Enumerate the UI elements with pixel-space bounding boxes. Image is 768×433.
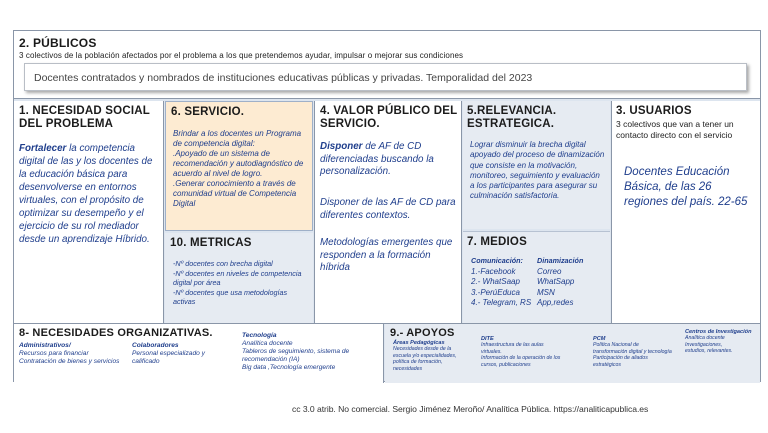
metricas-line: -Nº docentes con brecha digital bbox=[173, 259, 273, 268]
dite-line: Infraestructura de las aulas bbox=[481, 342, 544, 349]
metricas-line: -Nº docentes que usa metodologías activas bbox=[173, 287, 288, 306]
servicio-title: 6. SERVICIO. bbox=[171, 106, 245, 118]
medios-item: 2.- WhatSaap bbox=[471, 277, 520, 286]
pcm-line: transformación digital y tecnología bbox=[593, 348, 672, 355]
valor-paragraph-2: Disponer de las AF de CD para diferentes contextos. bbox=[320, 197, 456, 221]
medios-item: MSN bbox=[537, 287, 555, 297]
medios-section bbox=[463, 231, 610, 323]
areas-line: política de formación, bbox=[393, 359, 443, 366]
publicos-content: Docentes contratados y nombrados de instituciones educativas públicas y privadas. Temporalidad del 2023 bbox=[34, 72, 533, 84]
tec-line: recomendación (IA) bbox=[242, 356, 300, 363]
necesidades-organizativas-section bbox=[14, 324, 384, 383]
admin-line: Contratación de bienes y servicios bbox=[19, 358, 120, 365]
areas-pedagogicas-block bbox=[393, 340, 473, 372]
relevancia-body: Lograr disminuir la brecha digital apoyado del proceso de dinamización que consiste en la motivación, monitoreo, seguimiento y evaluación a los participantes para asegurar su culminación satisfactoria. bbox=[470, 140, 605, 201]
relevancia-medios-column bbox=[463, 101, 610, 323]
necesidad-social-section bbox=[14, 101, 164, 323]
medios-item: 3.-PerúEduca bbox=[471, 287, 520, 297]
dite-line: Información de la operación de los bbox=[481, 355, 561, 362]
valor-publico-section bbox=[314, 101, 462, 323]
canvas-frame bbox=[13, 30, 761, 382]
dite-line: cursos, publicaciones bbox=[481, 361, 531, 368]
valor-title: 4. VALOR PÚBLICO DEL SERVICIO. bbox=[320, 105, 458, 130]
medios-item: Correo bbox=[537, 266, 562, 276]
pcm-title: PCM bbox=[593, 336, 606, 342]
colab-line: calificado bbox=[132, 358, 160, 365]
license-footer: cc 3.0 atrib. No comercial. Sergio Jiménez Meroño/ Analítica Pública. https://analiticapublica.es bbox=[292, 404, 649, 414]
centros-line: Investigaciones, bbox=[685, 341, 723, 348]
tec-line: Tableros de seguimiento, sistema de bbox=[242, 348, 350, 355]
medios-item: WhatSapp bbox=[537, 277, 575, 286]
valor-paragraph-1 bbox=[320, 141, 458, 179]
pcm-block bbox=[593, 336, 693, 368]
areas-line: escuela y/o especialidades, bbox=[393, 352, 457, 359]
dite-block bbox=[481, 336, 581, 368]
colab-title: Colaboradores bbox=[132, 342, 179, 349]
admin-title: Administrativos/ bbox=[19, 342, 71, 349]
colaboradores-block bbox=[132, 342, 237, 366]
necesidad-text: la competencia digital de las y los docentes de la educación básica para desenvolverse en entornos virtuales, con el propósito de optimizar su desempeño y el ejercicio de su rol mediador desde un aprendizaje Híbrido. bbox=[19, 143, 153, 245]
metricas-title: 10. METRICAS bbox=[170, 237, 252, 249]
valor-p1-text: de AF de CD diferenciadas buscando la personalización. bbox=[320, 141, 434, 177]
publicos-content-box bbox=[24, 63, 747, 91]
necesidad-body bbox=[19, 142, 161, 246]
usuarios-subtitle: 3 colectivos que van a tener un contacto directo con el servicio bbox=[616, 119, 734, 140]
relevancia-title: 5.RELEVANCIA. ESTRATEGICA. bbox=[467, 105, 557, 130]
usuarios-title: 3. USUARIOS bbox=[616, 105, 692, 117]
medios-grid bbox=[471, 256, 607, 309]
centros-line: Analítica docente bbox=[685, 335, 725, 342]
necesidades-org-title: 8- NECESIDADES ORGANIZATIVAS. bbox=[19, 327, 213, 339]
areas-line: Necesidades desde de la bbox=[393, 346, 452, 353]
servicio-section bbox=[165, 101, 313, 231]
bottom-row bbox=[14, 323, 760, 382]
pcm-line: Participación de aliados bbox=[593, 355, 648, 362]
necesidad-lead: Fortalecer bbox=[19, 143, 67, 154]
publicos-section bbox=[14, 31, 760, 99]
admin-block bbox=[19, 342, 131, 366]
centros-line: estudios, relevantes. bbox=[685, 348, 733, 355]
publicos-subtitle: 3 colectivos de la población afectados por el problema a los que pretendemos ayudar, impulsar o mejorar sus condiciones bbox=[19, 51, 464, 60]
usuarios-section bbox=[611, 101, 760, 323]
medios-head-comunicacion: Comunicación: bbox=[471, 256, 523, 265]
colab-line: Personal especializado y bbox=[132, 350, 205, 357]
medios-item: 4.- Telegram, RS bbox=[471, 298, 532, 307]
areas-line: necesidades bbox=[393, 365, 423, 372]
pcm-line: estratégicos bbox=[593, 361, 621, 368]
usuarios-body: Docentes Educación Básica, de las 26 regiones del país. 22-65 bbox=[624, 166, 748, 208]
servicio-body bbox=[173, 129, 309, 209]
servicio-metricas-column bbox=[165, 101, 313, 323]
tec-line: Big data ,Tecnología emergente bbox=[242, 364, 336, 371]
dite-line: virtuales. bbox=[481, 348, 502, 355]
centros-investigacion-block bbox=[685, 329, 755, 355]
valor-p1-lead: Disponer bbox=[320, 141, 363, 152]
areas-title: Áreas Pedagógicas bbox=[393, 340, 445, 346]
metricas-body bbox=[173, 259, 309, 307]
pcm-line: Política Nacional de bbox=[593, 342, 639, 349]
servicio-line: .Generar conocimiento a través de comunidad virtual de Competencia Digital bbox=[173, 179, 297, 208]
servicio-line: Brindar a los docentes un Programa de competencia digital: bbox=[173, 129, 302, 148]
publicos-title: 2. PÚBLICOS bbox=[19, 36, 97, 50]
tec-title: Tecnología bbox=[242, 332, 277, 339]
tecnologia-block bbox=[242, 332, 380, 372]
relevancia-section bbox=[463, 101, 610, 229]
medios-head-dinamizacion: Dinamización bbox=[537, 256, 584, 265]
medios-item: App,redes bbox=[537, 298, 574, 307]
valor-paragraph-3: Metodologías emergentes que responden a la formación híbrida bbox=[320, 237, 453, 273]
metricas-section bbox=[165, 233, 313, 323]
medios-item: 1.-Facebook bbox=[471, 266, 516, 276]
servicio-line: .Apoyado de un sistema de recomendación y autodiagnóstico de acuerdo al nivel de logro. bbox=[173, 149, 304, 178]
apoyos-section bbox=[385, 324, 760, 383]
apoyos-title: 9.- APOYOS bbox=[390, 327, 455, 339]
tec-line: Analítica docente bbox=[242, 340, 293, 347]
necesidad-title: 1. NECESIDAD SOCIAL DEL PROBLEMA bbox=[19, 105, 150, 130]
centros-title: Centros de Investigación bbox=[685, 329, 752, 335]
metricas-line: -Nº docentes en niveles de competencia digital por área bbox=[173, 268, 302, 287]
admin-line: Recursos para financiar bbox=[19, 350, 89, 357]
medios-title: 7. MEDIOS bbox=[467, 236, 527, 248]
dite-title: DITE bbox=[481, 336, 494, 342]
